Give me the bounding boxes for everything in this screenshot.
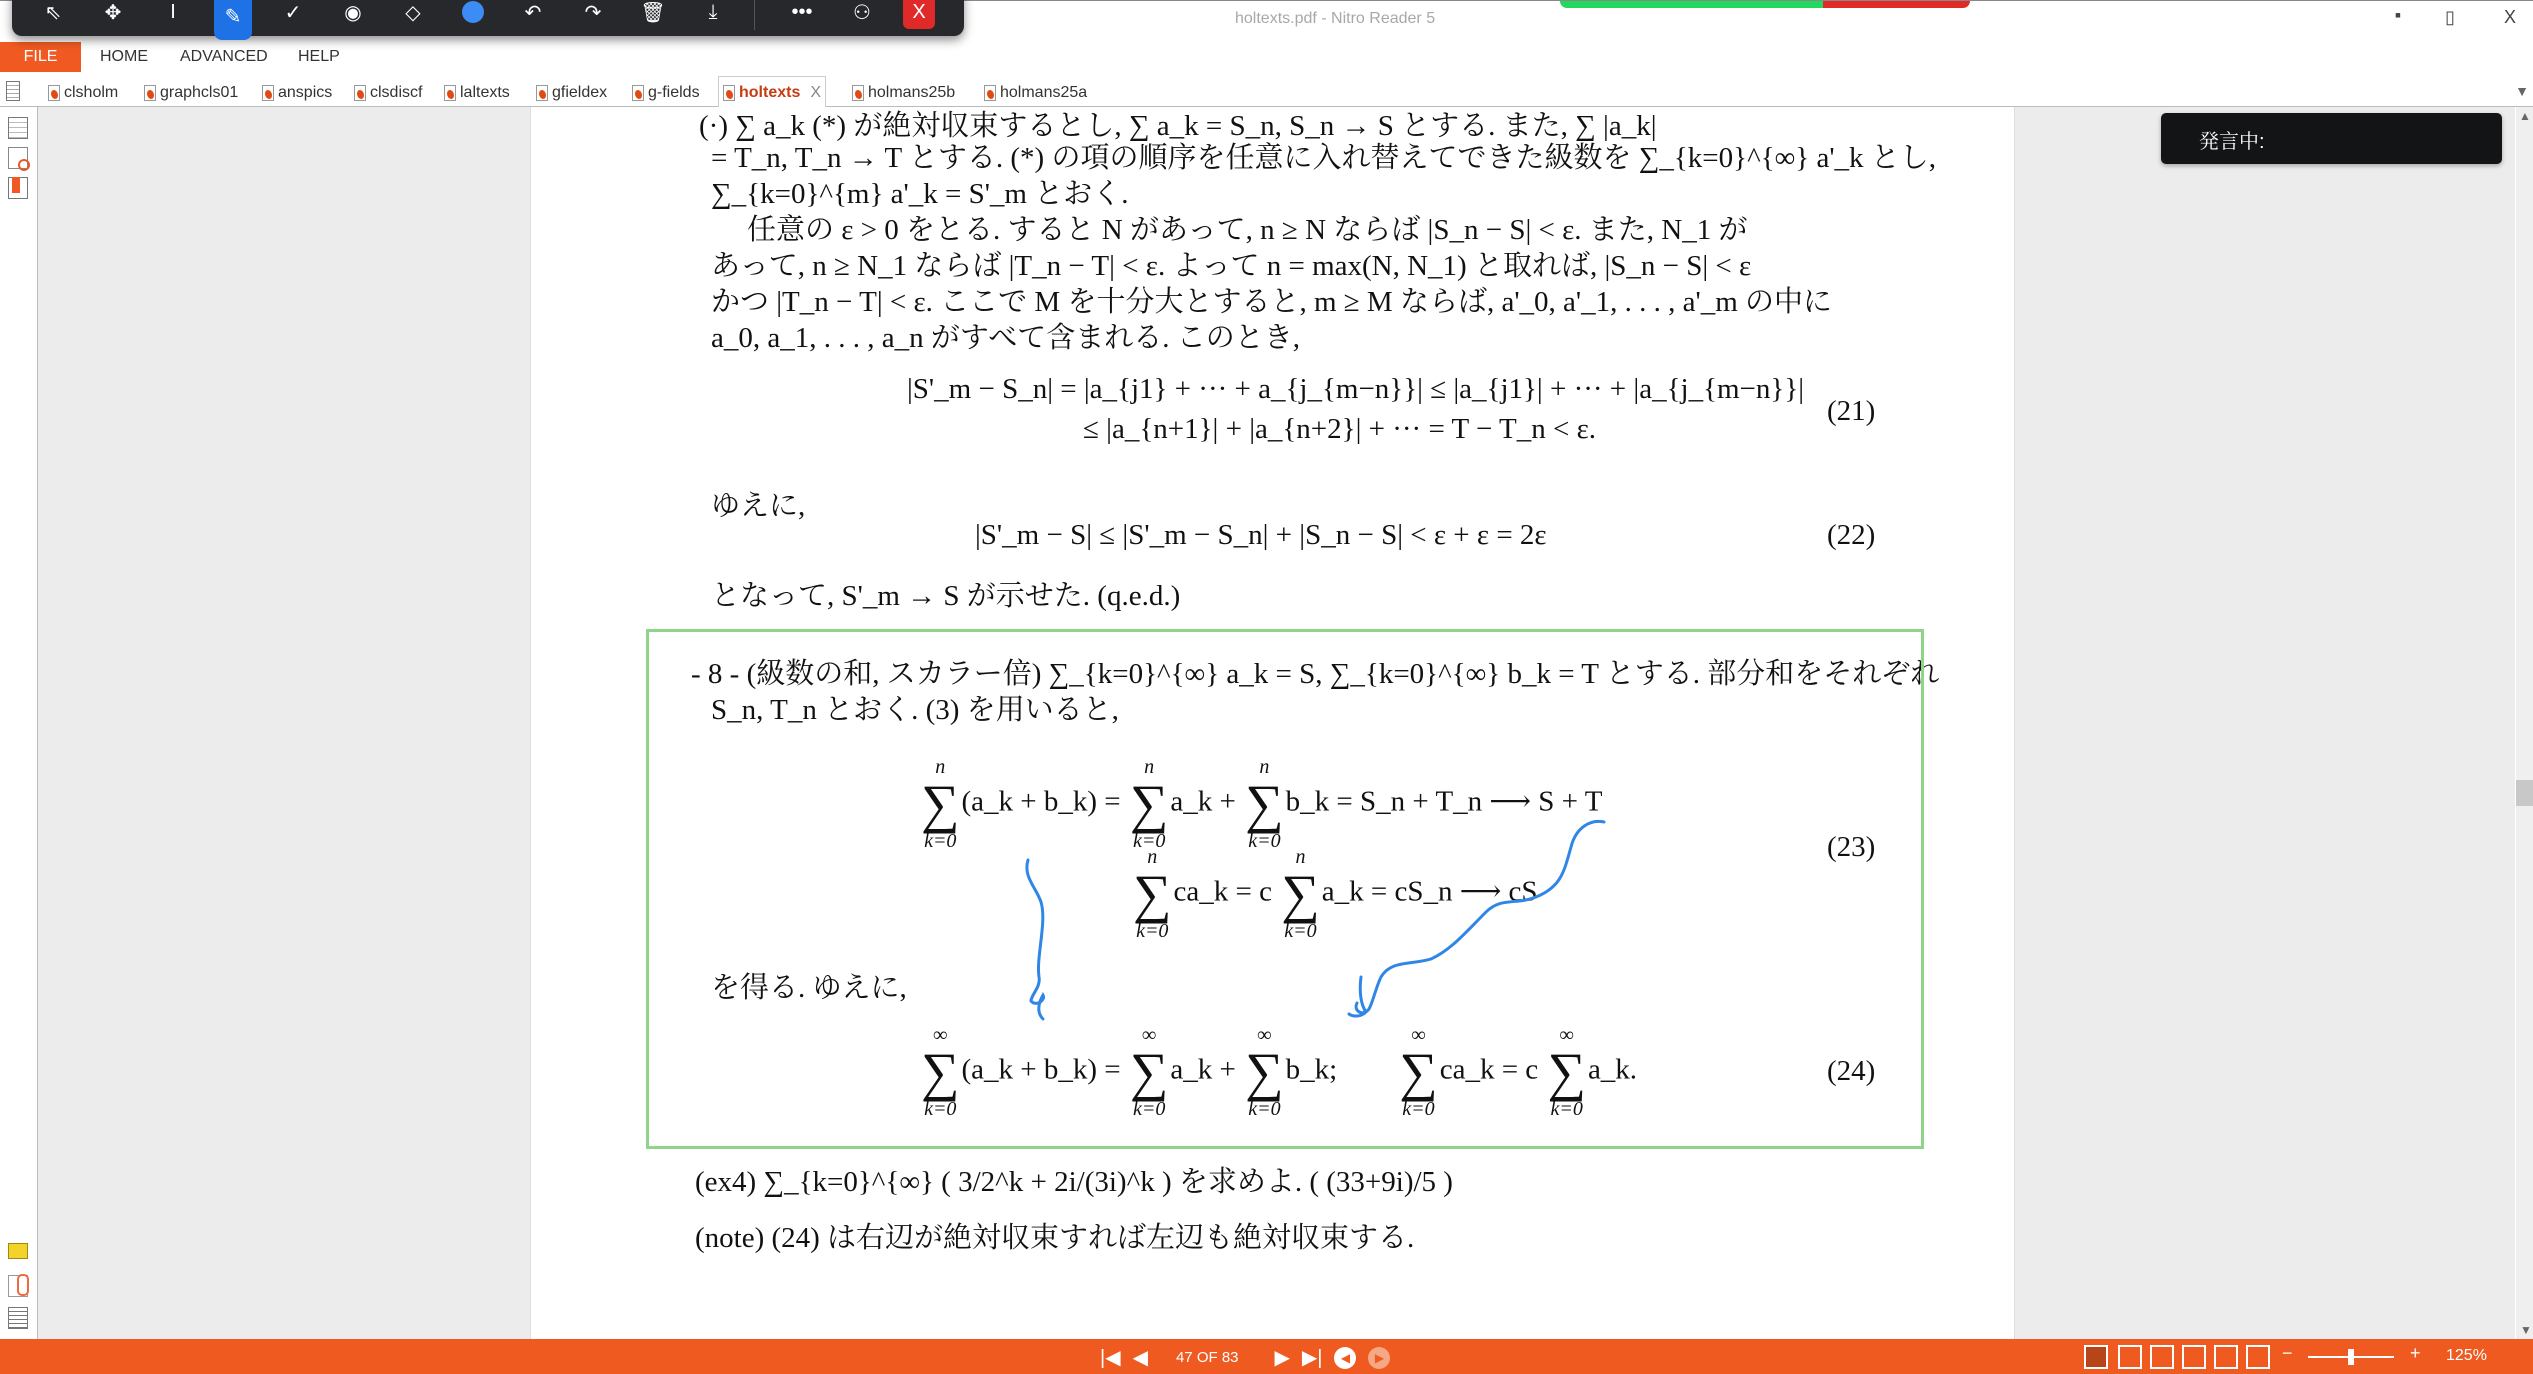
zoom-in-button[interactable]: +	[2410, 1343, 2421, 1363]
menu-help[interactable]: HELP	[298, 48, 340, 65]
tab-laltexts[interactable]	[440, 78, 514, 107]
para-1-line-2: = T_n, T_n → T とする. (*) の項の順序を任意に入れ替えてできた級数を ∑_{k=0}^{∞} a'_k とし,	[711, 142, 1937, 174]
ribbon-menu	[0, 42, 2533, 72]
equation-23-line-2: n ∑ k=0 ca_k = c n ∑ k=0 a_k = cS_n ⟶ cS	[1133, 846, 1538, 942]
tab-label: g-fields	[648, 83, 700, 101]
sum-symbol: n ∑ k=0	[921, 756, 960, 852]
tab-label: clsholm	[64, 83, 119, 101]
cover-continuous-view-icon[interactable]	[2246, 1345, 2270, 1369]
more-icon[interactable]: •••	[791, 0, 813, 23]
comment-icon[interactable]	[8, 1243, 28, 1259]
therefore-label: ゆえに,	[711, 490, 806, 522]
scroll-thumb[interactable]	[2516, 780, 2533, 806]
tab-gfieldex[interactable]	[532, 78, 611, 107]
para-2-line-2: あって, n ≥ N_1 ならば |T_n − T| < ε. よって n = max(N, N_1) と取れば, |S_n − S| < ε	[711, 250, 1752, 282]
recording-status-bar	[1560, 1, 1970, 8]
obtain-line: を得る. ゆえに,	[711, 972, 907, 1004]
pdf-file-icon	[262, 85, 274, 101]
pdf-file-icon	[632, 85, 644, 101]
trash-icon[interactable]: 🗑	[640, 1, 666, 24]
page-indicator[interactable]: 47 OF 83	[1175, 1349, 1239, 1366]
annotation-toolbar	[12, 0, 964, 36]
para-2-line-4: a_0, a_1, . . . , a_n がすべて含まれる. このとき,	[711, 322, 1301, 354]
color-dot-icon	[462, 1, 484, 23]
pdf-file-icon	[144, 85, 156, 101]
equation-21-line-2: ≤ |a_{n+1}| + |a_{n+2}| + ··· = T − T_n < ε.	[1083, 413, 1597, 445]
menu-home[interactable]: HOME	[100, 48, 148, 65]
user-settings-icon[interactable]: ⚇	[853, 1, 871, 24]
note-line: (note) (24) は右辺が絶対収束すれば左辺も絶対収束する.	[695, 1222, 1415, 1254]
theorem-8-line-2: S_n, T_n とおく. (3) を用いると,	[711, 694, 1119, 726]
next-page-button[interactable]: ▶	[1274, 1347, 1290, 1369]
last-page-button[interactable]: ▶|	[1301, 1347, 1323, 1369]
zoom-level[interactable]: 125%	[2446, 1347, 2487, 1364]
back-view-button[interactable]: ◀	[1334, 1347, 1356, 1369]
para-2-line-3: かつ |T_n − T| < ε. ここで M を十分大とすると, m ≥ M ならば, a'_0, a'_1, . . . , a'_m の中に	[711, 286, 1833, 318]
download-icon[interactable]: ⤓	[708, 0, 718, 23]
undo-icon[interactable]: ↶	[524, 1, 542, 24]
redo-icon[interactable]: ↷	[584, 1, 602, 24]
tab-label: laltexts	[460, 83, 510, 101]
continuous-view-icon[interactable]	[2118, 1345, 2142, 1369]
status-bar	[0, 1339, 2533, 1374]
single-page-view-icon[interactable]	[2084, 1345, 2108, 1369]
window-title: holtexts.pdf - Nitro Reader 5	[1235, 10, 1436, 27]
highlighter-icon[interactable]: ◉	[344, 1, 362, 24]
equation-number-23: (23)	[1827, 831, 1876, 863]
output-list-icon[interactable]	[8, 1307, 28, 1329]
equation-number-22: (22)	[1827, 519, 1876, 551]
para-1-line-3: ∑_{k=0}^{m} a'_k = S'_m とおく.	[711, 178, 1129, 210]
minimize-button[interactable]: ▪	[2394, 5, 2402, 25]
pdf-file-icon	[984, 85, 996, 101]
attachment-icon[interactable]	[8, 1275, 28, 1297]
equation-22: |S'_m − S| ≤ |S'_m − S_n| + |S_n − S| < ε + ε = 2ε	[975, 519, 1547, 551]
pdf-file-icon	[536, 85, 548, 101]
eraser-icon[interactable]: ◇	[405, 1, 421, 24]
close-tab-icon[interactable]: X	[810, 83, 822, 101]
sum-symbol: n ∑ k=0	[1129, 756, 1169, 852]
theorem-8-line-1: - 8 - (級数の和, スカラー倍) ∑_{k=0}^{∞} a_k = S, ∑_{k=0}^{∞} b_k = T とする. 部分和をそれぞれ	[691, 658, 1940, 690]
tab-label: gfieldex	[552, 83, 608, 101]
status-green-segment	[1560, 1, 1823, 8]
search-panel-icon[interactable]	[8, 147, 28, 169]
para-1-line-1: (·) ∑ a_k (*) が絶対収束するとし, ∑ a_k = S_n, S_n → S とする. また, ∑ |a_k|	[699, 110, 1657, 142]
bookmark-icon[interactable]	[8, 177, 28, 199]
page-navigation	[1100, 1345, 1390, 1370]
maximize-button[interactable]: ▯	[2445, 7, 2455, 27]
sum-symbol: ∞ ∑ k=0	[1245, 1024, 1284, 1120]
tab-label: clsdiscf	[370, 83, 423, 101]
tab-clsdiscf[interactable]	[350, 78, 426, 107]
status-red-segment	[1823, 1, 1970, 8]
tab-clsholm[interactable]	[44, 78, 122, 107]
vertical-scrollbar[interactable]	[2515, 107, 2533, 1339]
move-icon[interactable]: ✥	[104, 1, 122, 24]
pdf-file-icon	[852, 85, 864, 101]
menu-file[interactable]: FILE	[0, 42, 81, 72]
pdf-file-icon	[354, 85, 366, 101]
tab-anspics[interactable]	[258, 78, 336, 107]
equation-number-24: (24)	[1827, 1055, 1876, 1087]
scroll-down-icon[interactable]: ▼	[2520, 1323, 2532, 1337]
left-sidebar	[0, 107, 38, 1339]
zoom-out-button[interactable]: −	[2282, 1343, 2293, 1363]
facing-view-icon[interactable]	[2150, 1345, 2174, 1369]
exercise-4: (ex4) ∑_{k=0}^{∞} ( 3/2^k + 2i/(3i)^k ) を求めよ. ( (33+9i)/5 )	[695, 1166, 1453, 1198]
tab-g-fields[interactable]	[628, 78, 704, 107]
document-viewport[interactable]	[38, 107, 2515, 1339]
sum-symbol: n ∑ k=0	[1133, 846, 1172, 942]
menu-advanced[interactable]: ADVANCED	[180, 48, 268, 65]
sum-symbol: ∞ ∑ k=0	[1129, 1024, 1169, 1120]
tab-label: holmans25b	[868, 83, 956, 101]
tab-list-icon[interactable]	[6, 81, 20, 101]
close-window-button[interactable]: X	[2503, 7, 2516, 27]
tab-graphcls01[interactable]	[140, 78, 242, 107]
prev-page-button[interactable]: ◀	[1132, 1347, 1148, 1369]
speaking-indicator: 発言中:	[2161, 113, 2502, 164]
color-picker-button[interactable]	[454, 0, 492, 32]
pages-panel-icon[interactable]	[8, 117, 28, 139]
tab-label: holmans25a	[1000, 83, 1088, 101]
tab-label: holtexts	[739, 83, 801, 101]
qed-line: となって, S'_m → S が示せた. (q.e.d.)	[711, 580, 1181, 612]
scroll-up-icon[interactable]: ▲	[2519, 109, 2531, 123]
theorem-highlight-box	[646, 629, 1924, 1149]
facing-continuous-view-icon[interactable]	[2182, 1345, 2206, 1369]
equation-21-line-1: |S'_m − S_n| = |a_{j1} + ··· + a_{j_{m−n}}| ≤ |a_{j1}| + ··· + |a_{j_{m−n}}|	[907, 373, 1805, 405]
pen-icon[interactable]: ✎	[214, 0, 252, 40]
pdf-file-icon	[48, 85, 60, 101]
cover-view-icon[interactable]	[2214, 1345, 2238, 1369]
forward-view-button[interactable]: ▶	[1368, 1347, 1390, 1369]
tab-label: anspics	[278, 83, 333, 101]
close-toolbar-icon[interactable]: X	[903, 0, 935, 29]
document-tabs	[0, 72, 2533, 107]
zoom-slider-thumb[interactable]	[2348, 1349, 2354, 1365]
sum-symbol: ∞ ∑ k=0	[1547, 1024, 1586, 1120]
first-page-button[interactable]: |◀	[1100, 1347, 1121, 1369]
pdf-file-icon	[444, 85, 456, 101]
toolbar-divider	[754, 0, 755, 30]
equation-24: ∞ ∑ k=0 (a_k + b_k) = ∞ ∑ k=0 a_k + ∞ ∑ k=0 b_k; ∞ ∑ k=0 ca_k = c ∞ ∑ k=0 a_k.	[921, 1024, 1638, 1120]
equation-number-21: (21)	[1827, 395, 1876, 427]
sum-symbol: ∞ ∑ k=0	[921, 1024, 960, 1120]
sum-symbol: n ∑ k=0	[1281, 846, 1320, 942]
check-icon[interactable]: ✓	[284, 1, 302, 24]
equation-23-line-1: n ∑ k=0 (a_k + b_k) = n ∑ k=0 a_k + n ∑ k=0 b_k = S_n + T_n ⟶ S + T	[921, 756, 1603, 852]
sum-symbol: ∞ ∑ k=0	[1399, 1024, 1438, 1120]
tab-overflow-icon[interactable]: ▼	[2515, 83, 2529, 99]
para-2-line-1: 任意の ε > 0 をとる. すると N があって, n ≥ N ならば |S_n − S| < ε. また, N_1 が	[747, 214, 1748, 246]
text-cursor-icon[interactable]: I	[170, 0, 176, 23]
sum-symbol: n ∑ k=0	[1245, 756, 1284, 852]
select-arrow-icon[interactable]: ⇖	[44, 1, 62, 24]
tab-label: graphcls01	[160, 83, 239, 101]
pdf-file-icon	[723, 85, 735, 101]
